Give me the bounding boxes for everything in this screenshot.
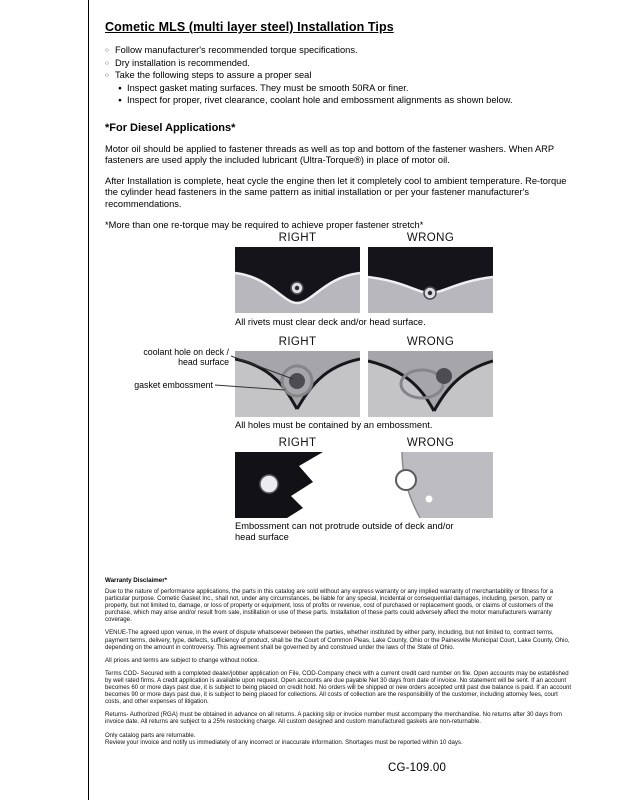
protrusion-right-figure bbox=[235, 452, 360, 518]
diesel-paragraph-2: After Installation is complete, heat cycle the engine then let it completely cool to ambient temperature. Re-torque the cylinder head fasteners in the same pattern as initial installation or per your fastener manufacturer's recommendations. bbox=[105, 176, 567, 209]
fine-print-paragraph: Review your invoice and notify us immediately of any incorrect or inaccurate information. Shortages must be reported within 10 days. bbox=[105, 738, 463, 746]
diagram-section bbox=[105, 230, 583, 552]
row2-wrong-label: WRONG bbox=[406, 336, 455, 348]
tips-list bbox=[105, 45, 583, 107]
retorque-note: *More than one re-torque may be required to achieve proper fastener stretch* bbox=[105, 219, 424, 230]
fine-print-paragraph: Returns- Authorized (RGA) must be obtained in advance on all returns. A packing slip or invoice number must accompany the merchandise. No returns after 30 days from invoice date. All returns are subject to a 25% restocking charge. All custom designed and custom manufactured gaskets are non-returnable. bbox=[105, 711, 562, 726]
list-item: ○ Follow manufacturer's recommended torque specifications. bbox=[105, 45, 583, 57]
rivet-wrong-figure bbox=[368, 247, 493, 313]
list-item: ○ Dry installation is recommended. bbox=[105, 58, 583, 70]
page-content bbox=[105, 20, 583, 800]
list-item: ○ Take the following steps to assure a proper seal bbox=[105, 70, 583, 82]
row1-right-label: RIGHT bbox=[278, 232, 317, 244]
list-item: ● Inspect for proper, rivet clearance, coolant hole and embossment alignments as shown below. bbox=[105, 95, 583, 107]
embossment-wrong-figure bbox=[368, 351, 493, 417]
coolant-hole-callout: coolant hole on deck / head surface bbox=[143, 347, 229, 367]
rivet-right-figure bbox=[235, 247, 360, 313]
fine-print-paragraph: Due to the nature of performance applications, the parts in this catalog are sold without any express warranty or any implied warranty of merchantability or fitness for a particular purpose. Cometic Gasket Inc., shall not, under any circumstances, be liable for any special, incidental or consequential damages, including, person, party or property, but not limited to, damage, or loss of property or equipment, loss of profits or revenue, cost of purchased or replacement goods, or claims of customers of the purchase, which may arise and/or result from sale, instillation or use of these parts. Installation of these parts could adversely affect the motor manufacturers warranty coverage. bbox=[105, 588, 554, 624]
warranty-fine-print bbox=[105, 577, 575, 752]
row1-wrong-label: WRONG bbox=[406, 232, 455, 244]
row3-wrong-label: WRONG bbox=[406, 437, 455, 449]
row3-right-label: RIGHT bbox=[278, 437, 317, 449]
page-left-rule bbox=[88, 0, 89, 800]
diesel-applications-heading: *For Diesel Applications* bbox=[105, 121, 236, 134]
page-title: Cometic MLS (multi layer steel) Installation Tips bbox=[105, 20, 394, 34]
list-item: ● Inspect gasket mating surfaces. They must be smooth 50RA or finer. bbox=[105, 83, 583, 95]
row2-caption: All holes must be contained by an embossment. bbox=[235, 420, 433, 430]
fine-print-paragraph: Only catalog parts are returnable. bbox=[105, 731, 196, 739]
gasket-embossment-callout: gasket embossment bbox=[134, 380, 213, 390]
document-number: CG-109.00 bbox=[388, 762, 447, 774]
row3-caption: Embossment can not protrude outside of deck and/or head surface bbox=[235, 521, 454, 542]
fine-print-paragraph: VENUE-The agreed upon venue, in the event of dispute whatsoever between the parties, whether instituted by either party, including, but not limited to, contract terms, payment terms, delivery, type, defects, sufficiency of product, shall be the Court of Common Pleas, Lake County, Ohio or the Painesville Municipal Court, Lake County, Ohio, depending on the amount in controversy. This agreement shall be governed by and construed under the laws of the State of Ohio. bbox=[105, 629, 570, 651]
row2-right-label: RIGHT bbox=[278, 336, 317, 348]
warranty-disclaimer-heading: Warranty Disclaimer* bbox=[105, 577, 168, 584]
fine-print-paragraph: All prices and terms are subject to change without notice. bbox=[105, 656, 260, 664]
embossment-right-figure bbox=[235, 351, 360, 417]
protrusion-wrong-figure bbox=[368, 452, 493, 518]
row1-caption: All rivets must clear deck and/or head surface. bbox=[235, 317, 426, 327]
diesel-paragraph-1: Motor oil should be applied to fastener threads as well as top and bottom of the fastener washers. When ARP fasteners are used apply the included lubricant (Ultra-Torque®) in place of motor oil. bbox=[105, 143, 554, 165]
fine-print-paragraph: Terms COD- Secured with a completed dealer/jobber application on File, COD-Company check with a current credit card number on file. Open accounts may be established by well rated firms. A credit application is available upon request. Open accounts are due payable Net 30 days from date of invoice. No statement will be sent. If an account becomes 60 or more days past due, it is subject to being placed on credit hold. No orders will be shipped or new orders accepted until past due balance is paid. If an account becomes 90 or more days past due, it is subject to being placed for collections. All costs of collection are the responsibility of the customer, including attorney fees, court costs, and other expenses of litigation. bbox=[105, 669, 572, 706]
